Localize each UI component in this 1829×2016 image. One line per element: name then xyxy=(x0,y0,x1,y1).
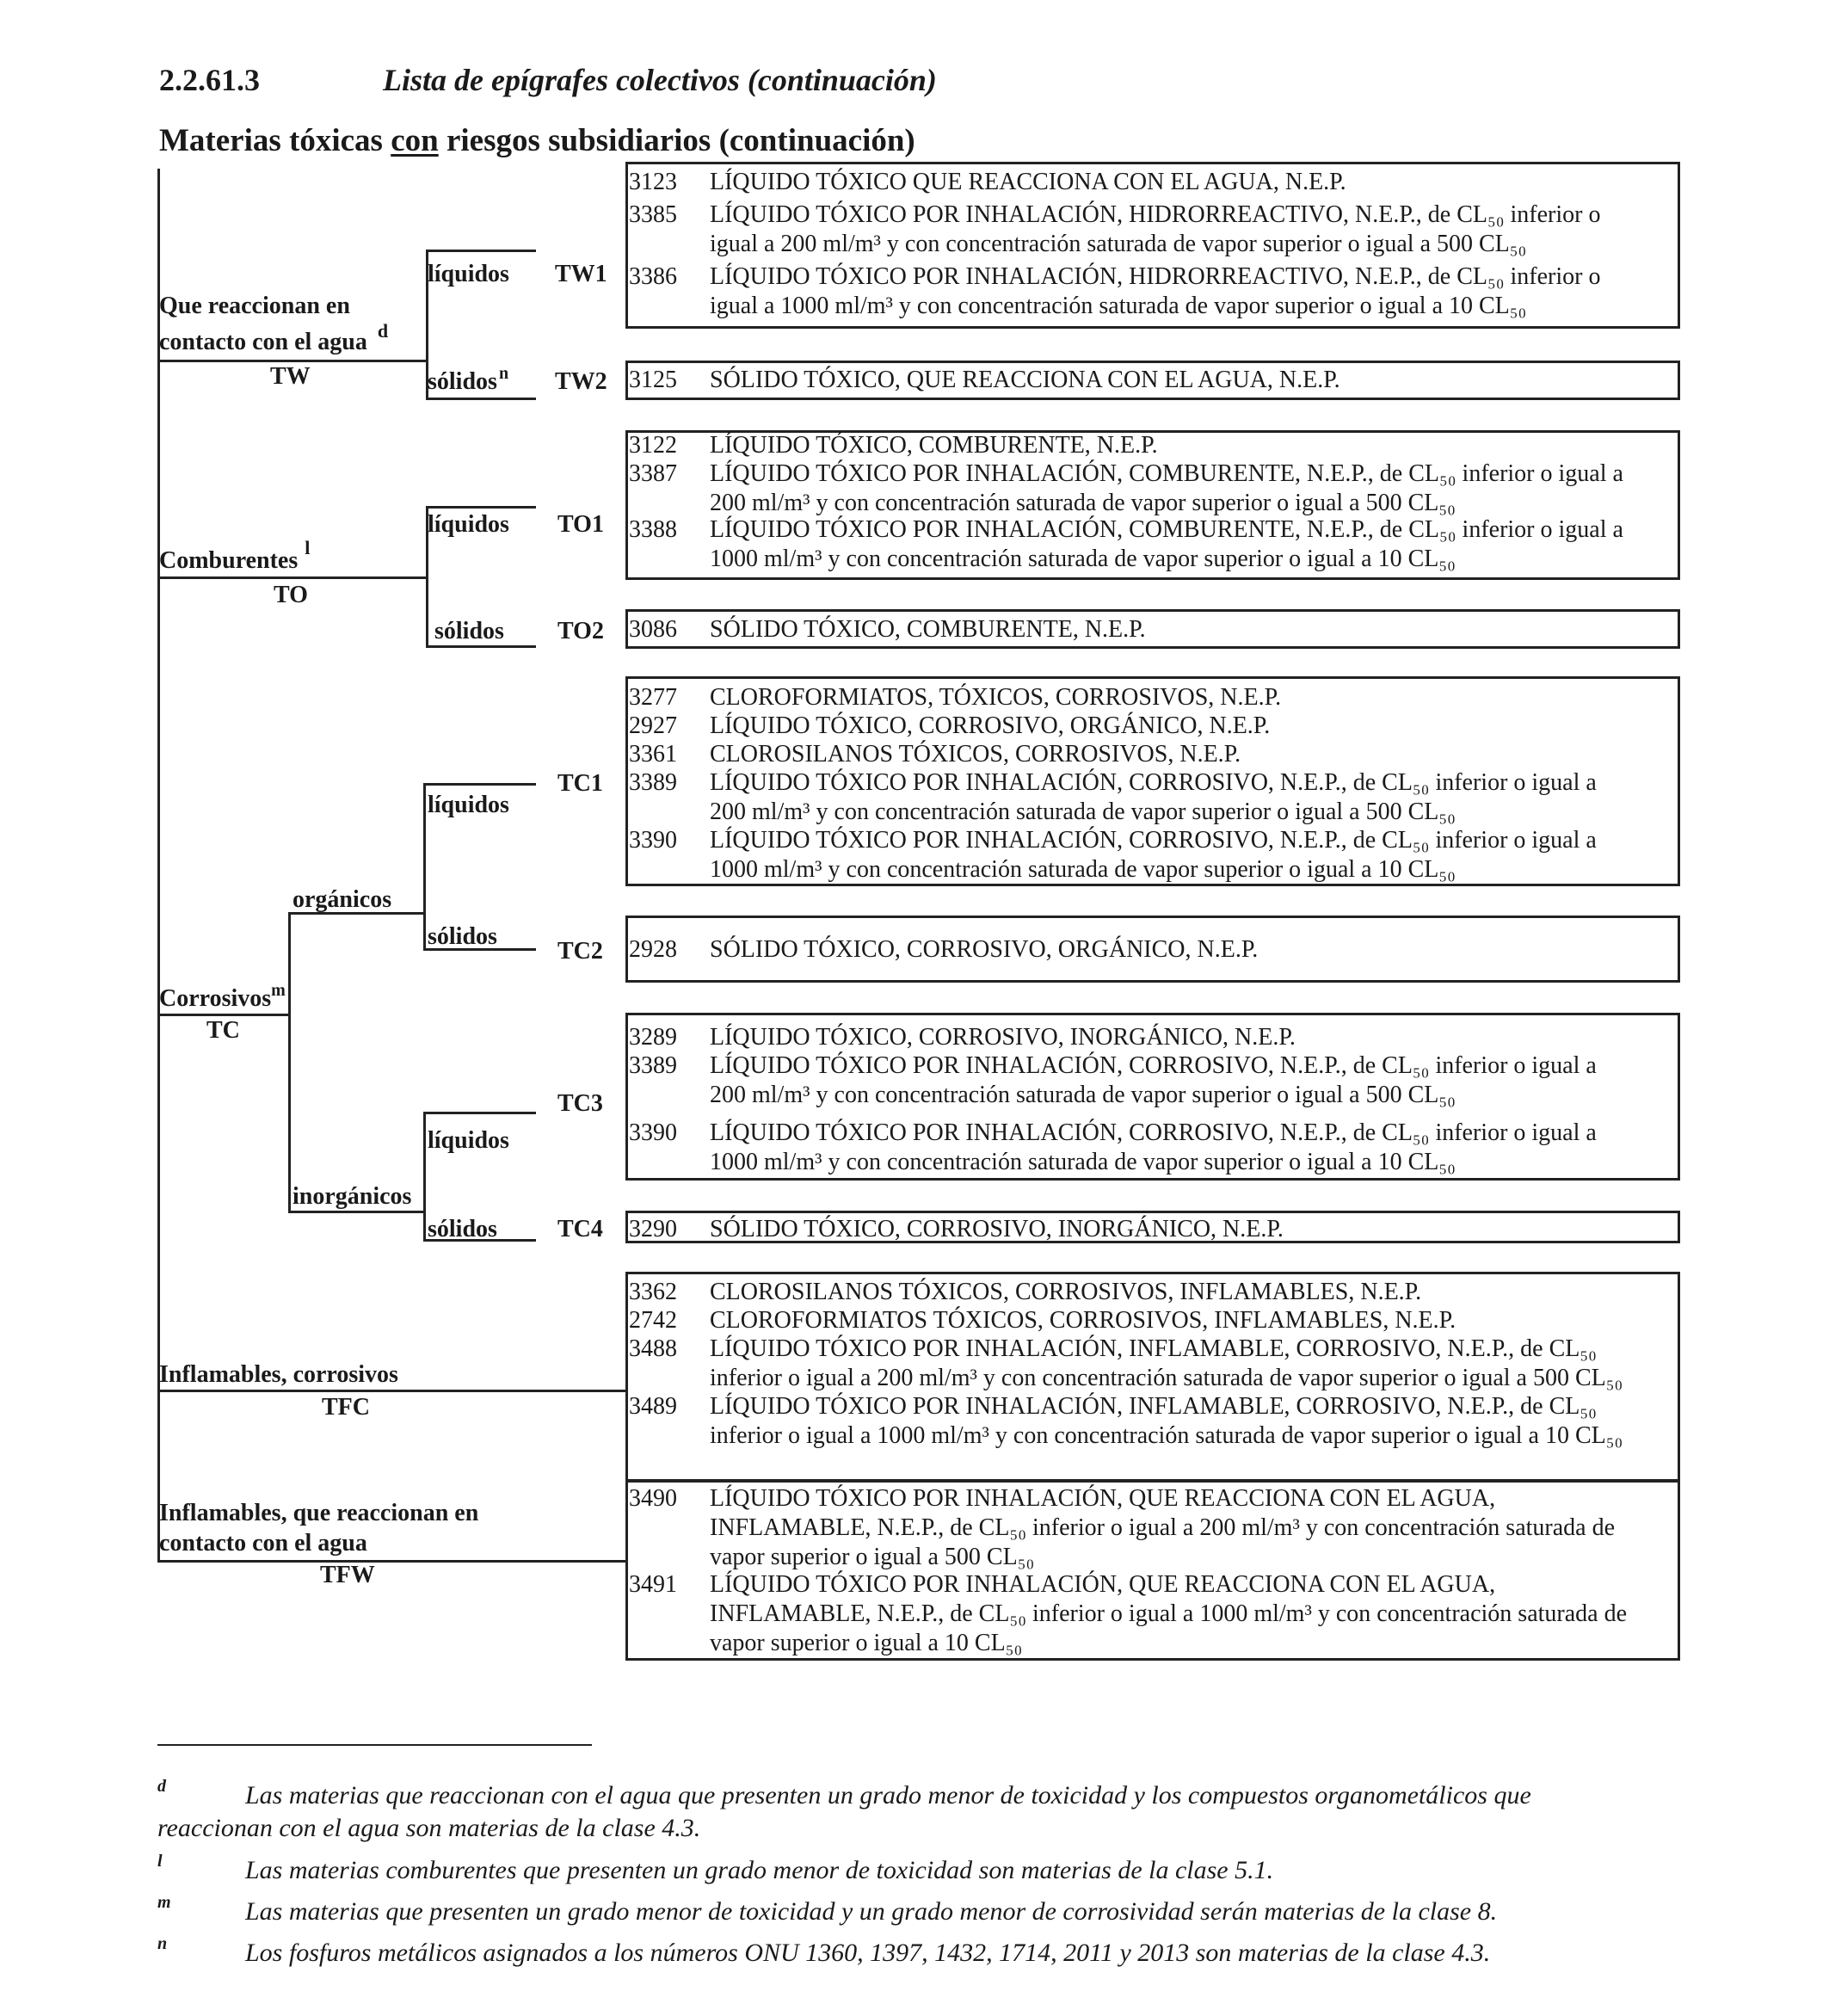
un-number: 3289 xyxy=(629,1024,677,1051)
tw1-liquidos-label: líquidos xyxy=(428,261,509,287)
section-number: 2.2.61.3 xyxy=(159,63,260,97)
to1-code: TO1 xyxy=(557,511,604,538)
un-number: 3490 xyxy=(629,1485,677,1512)
un-number: 3390 xyxy=(629,827,677,854)
tc3-line xyxy=(423,1112,536,1114)
un-number: 3488 xyxy=(629,1335,677,1362)
un-number: 3290 xyxy=(629,1216,677,1242)
group-to-label-text: Comburentes xyxy=(159,547,299,574)
footnote-ref-d: d xyxy=(377,320,389,342)
entry-text-line: vapor superior o igual a 10 CL₅₀ xyxy=(710,1630,1023,1656)
footnote-separator xyxy=(157,1744,592,1746)
entry-text-line: LÍQUIDO TÓXICO QUE REACCIONA CON EL AGUA, N.E.P. xyxy=(710,169,1346,195)
un-number: 2928 xyxy=(629,936,677,963)
inorg-vline xyxy=(423,1112,426,1241)
entry-text-line: LÍQUIDO TÓXICO POR INHALACIÓN, COMBURENTE, N.E.P., de CL₅₀ inferior o igual a xyxy=(710,460,1623,487)
org-vline xyxy=(423,783,426,951)
page-subtitle xyxy=(159,122,915,159)
tfw-line xyxy=(157,1560,626,1563)
group-tfw-code: TFW xyxy=(320,1562,375,1588)
inorganicos-label: inorgánicos xyxy=(293,1183,412,1210)
tw2-solidos-text: sólidos xyxy=(428,368,497,395)
un-number: 3362 xyxy=(629,1279,677,1305)
tc1-code: TC1 xyxy=(557,770,603,797)
entry-text-line: CLOROFORMIATOS TÓXICOS, CORROSIVOS, INFLAMABLES, N.E.P. xyxy=(710,1307,1456,1334)
subtitle-pre: Materias tóxicas xyxy=(159,123,391,158)
un-number: 3388 xyxy=(629,516,677,543)
entry-text-line: SÓLIDO TÓXICO, CORROSIVO, INORGÁNICO, N.E.P. xyxy=(710,1216,1284,1242)
footnote-mark-m: m xyxy=(157,1893,171,1912)
un-number: 2927 xyxy=(629,712,677,739)
entry-text-line: CLOROSILANOS TÓXICOS, CORROSIVOS, INFLAMABLES, N.E.P. xyxy=(710,1279,1422,1305)
entry-text-line: 1000 ml/m³ y con concentración saturada de vapor superior o igual a 10 CL₅₀ xyxy=(710,856,1456,883)
tfc-line xyxy=(157,1390,626,1392)
footnote-mark-l: l xyxy=(157,1852,163,1871)
un-number: 3361 xyxy=(629,741,677,768)
entry-text-line: INFLAMABLE, N.E.P., de CL₅₀ inferior o igual a 1000 ml/m³ y con concentración saturada de xyxy=(710,1600,1628,1627)
tc4-code: TC4 xyxy=(557,1216,603,1242)
group-tw-label-1: Que reaccionan en xyxy=(159,293,350,319)
footnote-l: Las materias comburentes que presenten un grado menor de toxicidad son materias de la clase 5.1. xyxy=(245,1856,1274,1884)
un-number: 3390 xyxy=(629,1119,677,1146)
group-tfw-label-2: contacto con el agua xyxy=(159,1530,367,1557)
tw-line xyxy=(157,360,428,362)
un-number: 3491 xyxy=(629,1571,677,1598)
un-number: 3389 xyxy=(629,769,677,796)
entry-text-line: LÍQUIDO TÓXICO POR INHALACIÓN, INFLAMABLE, CORROSIVO, N.E.P., de CL₅₀ xyxy=(710,1335,1597,1362)
section-title: Lista de epígrafes colectivos (continuación) xyxy=(383,63,937,97)
group-tfc-label: Inflamables, corrosivos xyxy=(159,1361,398,1388)
un-number: 3387 xyxy=(629,460,677,487)
entry-text-line: CLOROFORMIATOS, TÓXICOS, CORROSIVOS, N.E.P. xyxy=(710,684,1282,711)
group-tw-label-2 xyxy=(159,320,389,356)
entry-text-line: 200 ml/m³ y con concentración saturada de vapor superior o igual a 500 CL₅₀ xyxy=(710,798,1456,825)
entry-text-line: vapor superior o igual a 500 CL₅₀ xyxy=(710,1544,1035,1570)
un-number: 3489 xyxy=(629,1393,677,1420)
un-number: 3386 xyxy=(629,263,677,290)
entry-text-line: 200 ml/m³ y con concentración saturada de vapor superior o igual a 500 CL₅₀ xyxy=(710,490,1456,516)
group-to-code: TO xyxy=(274,582,308,608)
entry-text-line: LÍQUIDO TÓXICO POR INHALACIÓN, CORROSIVO, N.E.P., de CL₅₀ inferior o igual a xyxy=(710,1052,1597,1079)
footnote-ref-l: l xyxy=(305,537,311,558)
entry-text-line: SÓLIDO TÓXICO, COMBURENTE, N.E.P. xyxy=(710,616,1146,643)
inorganicos-line xyxy=(288,1211,426,1213)
group-tc-label xyxy=(159,981,286,1013)
entry-text-line: LÍQUIDO TÓXICO POR INHALACIÓN, CORROSIVO, N.E.P., de CL₅₀ inferior o igual a xyxy=(710,769,1597,796)
to2-solidos-label: sólidos xyxy=(434,618,504,644)
un-number: 2742 xyxy=(629,1307,677,1334)
entry-text-line: LÍQUIDO TÓXICO POR INHALACIÓN, HIDRORREACTIVO, N.E.P., de CL₅₀ inferior o xyxy=(710,201,1601,228)
tc4-solidos-label: sólidos xyxy=(428,1216,497,1242)
entry-text-line: INFLAMABLE, N.E.P., de CL₅₀ inferior o igual a 200 ml/m³ y con concentración saturada de xyxy=(710,1514,1616,1541)
group-tc-label-text: Corrosivos xyxy=(159,985,272,1012)
footnote-n: Los fosfuros metálicos asignados a los números ONU 1360, 1397, 1432, 1714, 2011 y 2013 son materias de la clase 4.3. xyxy=(245,1939,1491,1967)
tc3-code: TC3 xyxy=(557,1090,603,1117)
group-to-label xyxy=(159,537,311,575)
tw2-code: TW2 xyxy=(555,368,607,395)
footnote-d-line2: reaccionan con el agua son materias de la clase 4.3. xyxy=(157,1814,701,1842)
un-number: 3122 xyxy=(629,432,677,459)
entry-text-line: LÍQUIDO TÓXICO POR INHALACIÓN, CORROSIVO, N.E.P., de CL₅₀ inferior o igual a xyxy=(710,827,1597,854)
subtitle-post: riesgos subsidiarios (continuación) xyxy=(438,123,915,158)
entry-text-line: LÍQUIDO TÓXICO POR INHALACIÓN, QUE REACCIONA CON EL AGUA, xyxy=(710,1571,1496,1598)
entry-text-line: LÍQUIDO TÓXICO, CORROSIVO, INORGÁNICO, N.E.P. xyxy=(710,1024,1296,1051)
entry-text-line: igual a 1000 ml/m³ y con concentración saturada de vapor superior o igual a 10 CL₅₀ xyxy=(710,293,1527,319)
entry-text-line: igual a 200 ml/m³ y con concentración saturada de vapor superior o igual a 500 CL₅₀ xyxy=(710,231,1527,257)
footnote-mark-d: d xyxy=(157,1777,166,1796)
group-tc-code: TC xyxy=(206,1017,240,1044)
group-tw-code: TW xyxy=(270,363,311,390)
group-tfw-label-1: Inflamables, que reaccionan en xyxy=(159,1500,479,1526)
un-number: 3385 xyxy=(629,201,677,228)
footnote-ref-m: m xyxy=(271,981,286,1000)
tw1-line xyxy=(426,250,536,252)
entry-text-line: SÓLIDO TÓXICO, CORROSIVO, ORGÁNICO, N.E.P. xyxy=(710,936,1259,963)
tc1-liquidos-label: líquidos xyxy=(428,792,509,818)
tc3-liquidos-label: líquidos xyxy=(428,1127,509,1154)
entry-text-line: LÍQUIDO TÓXICO POR INHALACIÓN, INFLAMABLE, CORROSIVO, N.E.P., de CL₅₀ xyxy=(710,1393,1597,1420)
tw2-solidos-label xyxy=(428,364,509,396)
tc2-code: TC2 xyxy=(557,938,603,965)
to1-line xyxy=(426,506,536,509)
to2-line xyxy=(426,645,536,648)
un-number: 3086 xyxy=(629,616,677,643)
tc-vline xyxy=(288,912,291,1213)
to2-code: TO2 xyxy=(557,618,604,644)
entry-text-line: 1000 ml/m³ y con concentración saturada de vapor superior o igual a 10 CL₅₀ xyxy=(710,1149,1456,1175)
group-tw-label-2-text: contacto con el agua xyxy=(159,329,367,355)
to-line xyxy=(157,576,428,579)
footnote-d-line1: Las materias que reaccionan con el agua que presenten un grado menor de toxicidad y los compuestos organometálicos que xyxy=(245,1781,1531,1809)
tc2-solidos-label: sólidos xyxy=(428,923,497,950)
footnote-m: Las materias que presenten un grado menor de toxicidad y un grado menor de corrosividad serán materias de la clase 8. xyxy=(245,1897,1498,1926)
entry-text-line: inferior o igual a 200 ml/m³ y con concentración saturada de vapor superior o igual a 500 CL₅₀ xyxy=(710,1365,1623,1391)
tw2-line xyxy=(426,398,536,400)
tc-line xyxy=(157,1014,291,1016)
un-number: 3277 xyxy=(629,684,677,711)
organicos-label: orgánicos xyxy=(293,886,392,913)
subtitle-con: con xyxy=(391,123,439,158)
group-tfc-code: TFC xyxy=(322,1394,370,1421)
tw1-code: TW1 xyxy=(555,261,607,287)
un-number: 3123 xyxy=(629,169,677,195)
entry-text-line: SÓLIDO TÓXICO, QUE REACCIONA CON EL AGUA, N.E.P. xyxy=(710,367,1340,393)
entry-text-line: 200 ml/m³ y con concentración saturada de vapor superior o igual a 500 CL₅₀ xyxy=(710,1082,1456,1108)
entry-text-line: LÍQUIDO TÓXICO, CORROSIVO, ORGÁNICO, N.E.P. xyxy=(710,712,1271,739)
entry-text-line: CLOROSILANOS TÓXICOS, CORROSIVOS, N.E.P. xyxy=(710,741,1241,768)
entry-text-line: LÍQUIDO TÓXICO POR INHALACIÓN, COMBURENTE, N.E.P., de CL₅₀ inferior o igual a xyxy=(710,516,1623,543)
to1-liquidos-label: líquidos xyxy=(428,511,509,538)
entry-text-line: LÍQUIDO TÓXICO POR INHALACIÓN, QUE REACCIONA CON EL AGUA, xyxy=(710,1485,1496,1512)
un-number: 3389 xyxy=(629,1052,677,1079)
footnote-ref-n: n xyxy=(498,364,509,383)
entry-text-line: LÍQUIDO TÓXICO, COMBURENTE, N.E.P. xyxy=(710,432,1158,459)
entry-text-line: LÍQUIDO TÓXICO POR INHALACIÓN, HIDRORREACTIVO, N.E.P., de CL₅₀ inferior o xyxy=(710,263,1601,290)
un-number: 3125 xyxy=(629,367,677,393)
entry-text-line: inferior o igual a 1000 ml/m³ y con concentración saturada de vapor superior o igual a 10 CL₅₀ xyxy=(710,1422,1623,1449)
tc1-line xyxy=(423,783,536,786)
main-trunk-line xyxy=(157,169,160,1563)
entry-text-line: LÍQUIDO TÓXICO POR INHALACIÓN, CORROSIVO, N.E.P., de CL₅₀ inferior o igual a xyxy=(710,1119,1597,1146)
footnote-mark-n: n xyxy=(157,1934,168,1953)
entry-text-line: 1000 ml/m³ y con concentración saturada de vapor superior o igual a 10 CL₅₀ xyxy=(710,546,1456,572)
